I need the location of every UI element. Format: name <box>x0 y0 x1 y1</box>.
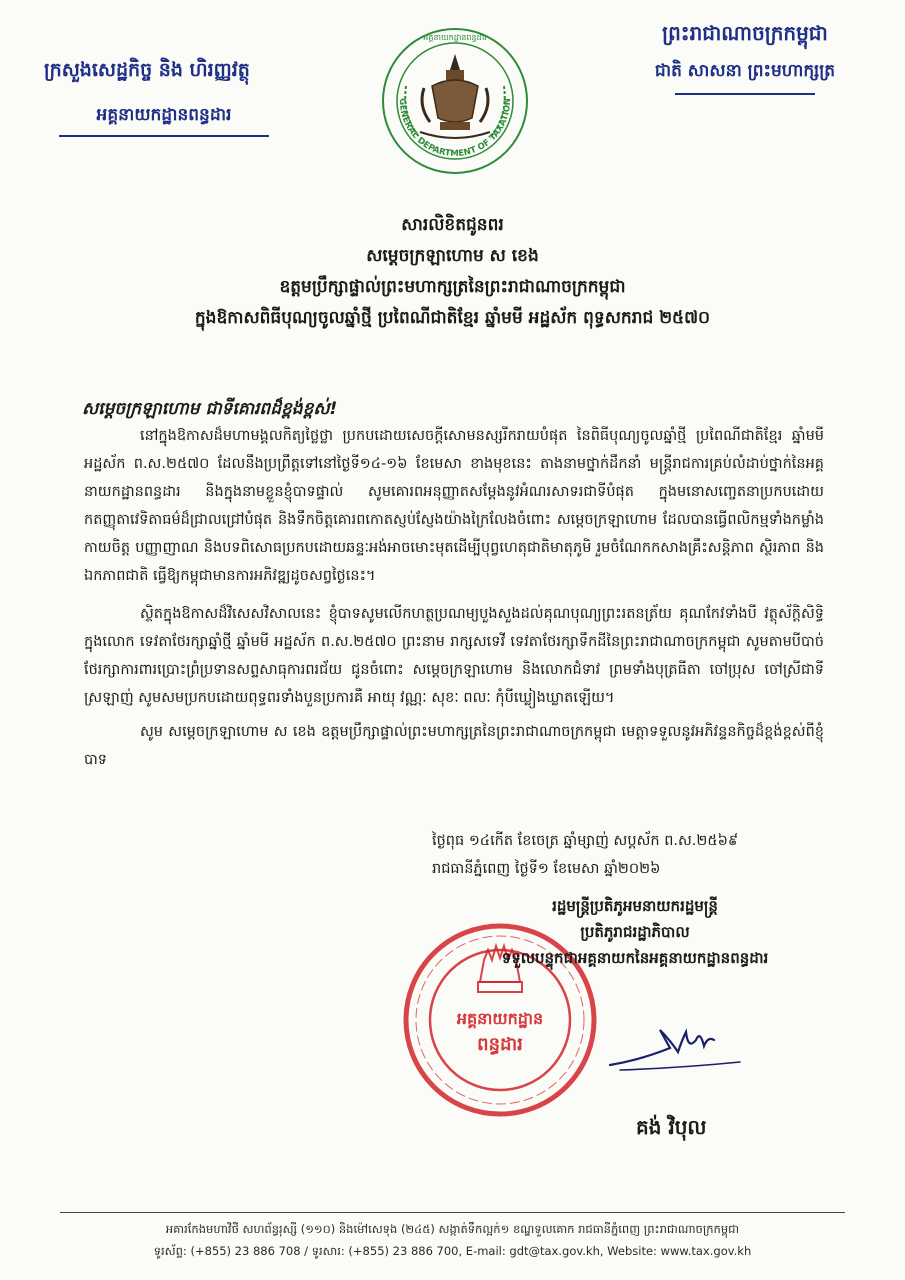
footer-address: អគារកែងមហាវិថី សហព័ន្ធរុស្សី (១១០) និងម៉ៅសេទុង (២៤៥) សង្កាត់ទឹកល្អក់១ ខណ្ឌទួលគោក រាជធានីភ្នំពេញ ព្រះរាជាណាចក្រកម្ពុជា <box>165 1222 740 1236</box>
gdt-emblem-icon <box>380 26 530 176</box>
signatory-title-3: ទទួលបន្ទុកជាអគ្គនាយកនៃអគ្គនាយកដ្ឋានពន្ធដារ <box>501 949 769 967</box>
letter-body <box>84 422 824 780</box>
signatory-titles <box>460 893 810 971</box>
motto-underline <box>675 93 815 95</box>
letter-title-block <box>60 210 845 334</box>
department-name: អគ្គនាយកដ្ឋានពន្ធដារ <box>96 105 232 125</box>
footer-contact: ទូរស័ព្ទ: (+855) 23 886 708 / ទូរសារ: (+855) 23 886 700, E-mail: gdt@tax.gov.kh, Website: www.tax.gov.kh <box>153 1244 752 1258</box>
date-block <box>432 827 832 883</box>
body-paragraph: ស្ថិតក្នុងឱកាសដ៏វិសេសវិសាលនេះ ខ្ញុំបាទសូមលើកហត្ថប្រណម្យបួងសួងដល់គុណបុណ្យព្រះរតនត្រ័យ គុណកែវទាំងបី វត្ថុស័ក្តិសិទ្ធិក្នុងលោក ទេវតាថែរក្សាឆ្នាំថ្មី ឆ្នាំមមី អដ្ឋស័ក ព.ស.២៥៧០ ព្រះនាម រាក្សសទេវី ទេវតាថែរក្សាទឹកដីនៃព្រះរាជាណាចក្រកម្ពុជា សូមតាមបីបាច់ថែរក្សាការពារប្រោះព្រំប្រទានសព្ទសាធុការពរជ័យ ជូនចំពោះ សម្ដេចក្រឡាហោម និងលោកជំទាវ ព្រមទាំងបុត្រធីតា ចៅប្រុស ចៅស្រីជាទីស្រឡាញ់ សូមសមប្រកបដោយពុទ្ធពរទាំងបួនប្រការគឺ អាយុ វណ្ណៈ សុខៈ ពលៈ កុំបីឃ្លៀងឃ្លាតឡើយ។ <box>84 606 824 706</box>
seal-inner-text-1: អគ្គនាយកដ្ឋាន <box>456 1009 544 1028</box>
letter-title: សារលិខិតជូនពរ <box>401 215 504 235</box>
recipient-name: សម្ដេចក្រឡាហោម ស ខេង <box>366 246 539 266</box>
seal-inner-text-2: ពន្ធដារ <box>477 1034 523 1055</box>
recipient-position: ឧត្តមប្រឹក្សាផ្ទាល់ព្រះមហាក្សត្រនៃព្រះរាជាណាចក្រកម្ពុជា <box>279 277 626 297</box>
solar-date: រាជធានីភ្នំពេញ ថ្ងៃទី១ ខែមេសា ឆ្នាំ២០២៦ <box>432 861 661 877</box>
emblem-top-text: អគ្គនាយកដ្ឋានពន្ធដារ <box>423 33 487 42</box>
kingdom-header <box>625 20 865 95</box>
footer <box>60 1218 845 1262</box>
signatory-name: គង់ វិបុល <box>636 1115 707 1139</box>
kingdom-name: ព្រះរាជាណាចក្រកម្ពុជា <box>662 21 828 45</box>
signatory-title-1: រដ្ឋមន្ត្រីប្រតិភូអមនាយករដ្ឋមន្ត្រី <box>552 897 718 915</box>
body-paragraph: សូម សម្ដេចក្រឡាហោម ស ខេង ឧត្តមប្រឹក្សាផ្ទាល់ព្រះមហាក្សត្រនៃព្រះរាជាណាចក្រកម្ពុជា មេត្តាទទួលនូវអភិវន្ទនកិច្ចដ៏ខ្ពង់ខ្ពស់ពីខ្ញុំបាទ <box>84 724 824 768</box>
department-underline <box>59 135 269 137</box>
ministry-header <box>44 58 284 137</box>
emblem-ring-text: GENERAL DEPARTMENT OF TAXATION <box>396 98 514 160</box>
lunar-date: ថ្ងៃពុធ ១៤កើត ខែចេត្រ ឆ្នាំម្សាញ់ សប្តស័ក ព.ស.២៥៦៩ <box>432 833 739 849</box>
ministry-name: ក្រសួងសេដ្ឋកិច្ច និង ហិរញ្ញវត្ថុ <box>44 59 250 81</box>
body-paragraph: នៅក្នុងឱកាសដ៏មហាមង្គលកិត្យថ្លៃថ្លា ប្រកបដោយសេចក្ដីសោមនស្សរីករាយបំផុត នៃពិធីបុណ្យចូលឆ្នាំថ្មី ប្រពៃណីជាតិខ្មែរ ឆ្នាំមមី អដ្ឋស័ក ព.ស.២៥៧០ ដែលនឹងប្រព្រឹត្តទៅនៅថ្ងៃទី១៤-១៦ ខែមេសា ខាងមុខនេះ តាងនាមថ្នាក់ដឹកនាំ មន្ត្រីរាជការគ្រប់លំដាប់ថ្នាក់នៃអគ្គនាយកដ្ឋានពន្ធដារ និងក្នុងនាមខ្លួនខ្ញុំបាទផ្ទាល់ សូមគោរពអនុញ្ញាតសម្ដែងនូវអំណរសាទរជាទីបំផុត ក្នុងមនោសញ្ចេតនាប្រកបដោយកតញ្ញុតាវេទិតាធម៌ដ៏ជ្រាលជ្រៅបំផុត និងទឹកចិត្តគោរពកោតស្ញប់ស្ញែងយ៉ាងក្រៃលែងចំពោះ សម្ដេចក្រឡាហោម ដែលបានធ្វើពលិកម្មទាំងកម្លាំងកាយចិត្ត បញ្ញាញាណ និងបទពិសោធប្រកបដោយឆន្ទៈអង់អាចមោះមុតដើម្បីបុព្វហេតុជាតិមាតុភូមិ រួមចំណែកកសាងគ្រឹះសន្តិភាព ស្ថិរភាព និងឯកភាពជាតិ ធ្វើឱ្យកម្ពុជាមានការអភិវឌ្ឍដូចសព្វថ្ងៃនេះ។ <box>84 428 824 584</box>
footer-divider <box>60 1212 845 1213</box>
kingdom-motto: ជាតិ សាសនា ព្រះមហាក្សត្រ <box>654 61 836 81</box>
signatory-title-2: ប្រតិភូរាជរដ្ឋាភិបាល <box>580 923 690 941</box>
occasion-line: ក្នុងឱកាសពិធីបុណ្យចូលឆ្នាំថ្មី ប្រពៃណីជាតិខ្មែរ ឆ្នាំមមី អដ្ឋស័ក ពុទ្ធសករាជ ២៥៧០ <box>194 308 711 328</box>
handwritten-signature-icon <box>600 1010 750 1080</box>
salutation: សម្ដេចក្រឡាហោម ជាទីគោរពដ៏ខ្ពង់ខ្ពស់! <box>82 399 338 419</box>
